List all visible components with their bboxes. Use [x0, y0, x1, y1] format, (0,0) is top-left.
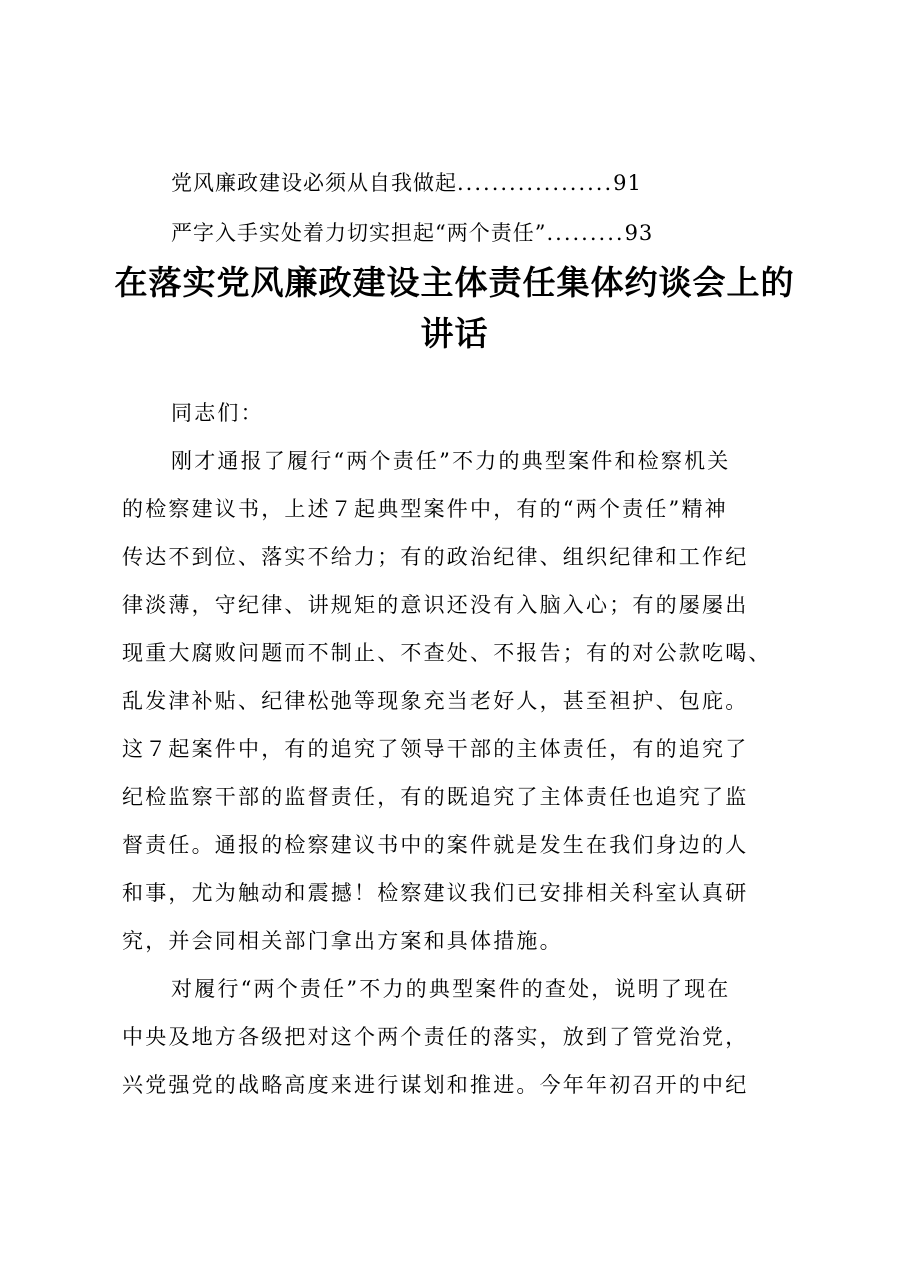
paragraph-line: 的检察建议书，上述７起典型案件中，有的“两个责任”精神 — [122, 497, 728, 521]
paragraph-line: 中央及地方各级把对这个两个责任的落实，放到了管党治党， — [122, 1025, 749, 1049]
document-title-line-2: 讲话 — [420, 314, 489, 353]
toc-entry[interactable] — [171, 218, 653, 248]
paragraph-line: 传达不到位、落实不给力；有的政治纪律、组织纪律和工作纪 — [122, 545, 749, 569]
toc-page-number: 93 — [624, 221, 654, 245]
paragraph-line: 兴党强党的战略高度来进行谋划和推进。今年年初召开的中纪 — [122, 1073, 749, 1097]
toc-entry-title: 严字入手实处着力切实担起“两个责任” — [171, 221, 547, 245]
paragraph-line: 律淡薄，守纪律、讲规矩的意识还没有入脑入心；有的屡屡出 — [122, 593, 749, 617]
paragraph-line: 督责任。通报的检察建议书中的案件就是发生在我们身边的人 — [122, 833, 749, 857]
toc-entry-title: 党风廉政建设必须从自我做起 — [171, 171, 457, 195]
toc-leader-dots: ......... — [546, 221, 625, 245]
paragraph-line: 刚才通报了履行“两个责任”不力的典型案件和检察机关 — [171, 449, 731, 473]
paragraph-line: 和事，尤为触动和震撼！检察建议我们已安排相关科室认真研 — [122, 881, 749, 905]
paragraph-line: 这７起案件中，有的追究了领导干部的主体责任，有的追究了 — [122, 737, 749, 761]
toc-entry[interactable] — [171, 168, 642, 198]
paragraph-line: 纪检监察干部的监督责任，有的既追究了主体责任也追究了监 — [122, 785, 749, 809]
paragraph-line: 乱发津补贴、纪律松弛等现象充当老好人，甚至袒护、包庇。 — [122, 689, 749, 713]
toc-page-number: 91 — [613, 171, 642, 195]
salutation: 同志们： — [171, 401, 264, 425]
document-title-line-1: 在落实党风廉政建设主体责任集体约谈会上的 — [114, 263, 795, 302]
toc-leader-dots: .................. — [457, 171, 614, 195]
paragraph-line: 究，并会同相关部门拿出方案和具体措施。 — [122, 929, 563, 953]
paragraph-line: 现重大腐败问题而不制止、不查处、不报告；有的对公款吃喝、 — [122, 641, 772, 665]
paragraph-line: 对履行“两个责任”不力的典型案件的查处，说明了现在 — [171, 977, 731, 1001]
